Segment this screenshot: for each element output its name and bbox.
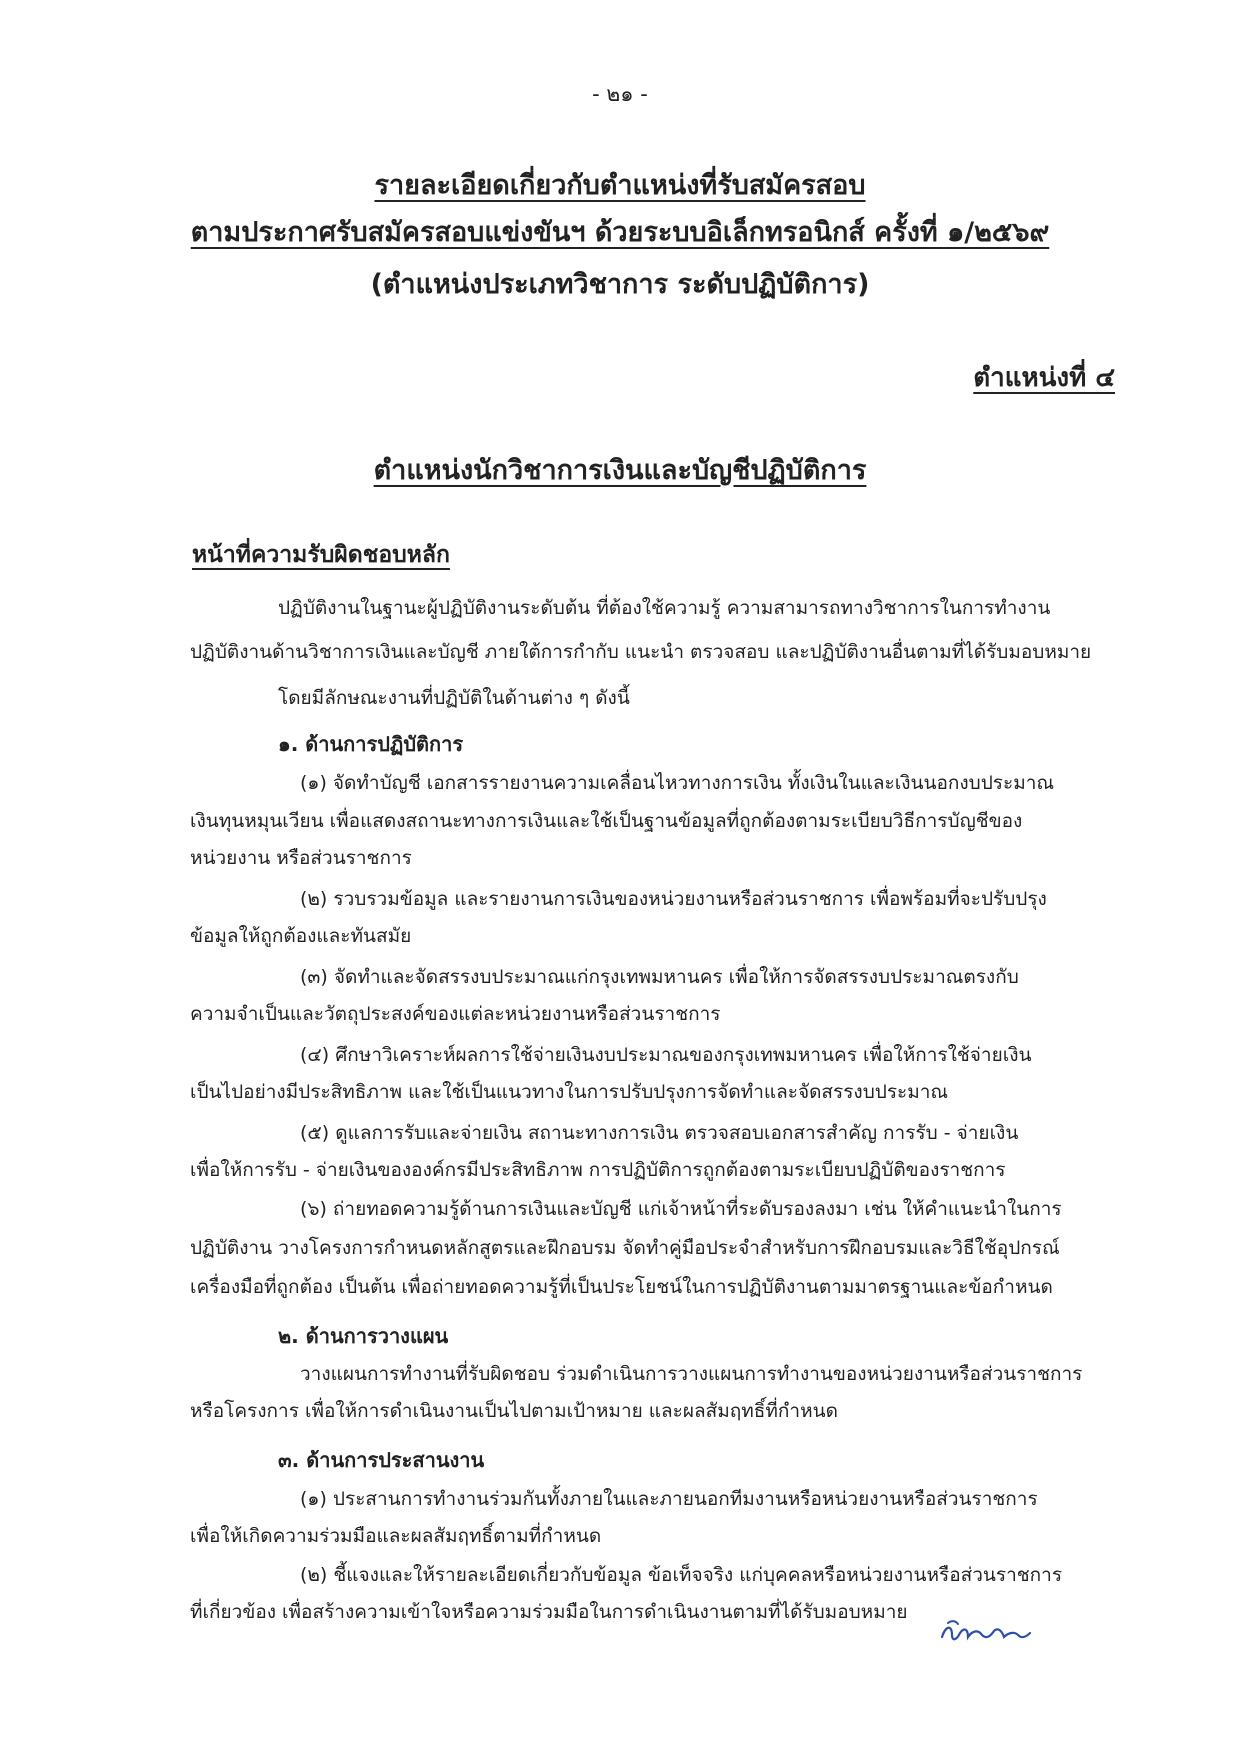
text-line: เพื่อให้การรับ - จ่ายเงินขององค์กรมีประสิทธิภาพ การปฏิบัติการถูกต้องตามระเบียบปฏิบัติของราชการ xyxy=(190,1159,1006,1181)
text-line: (๖) ถ่ายทอดความรู้ด้านการเงินและบัญชี แก่เจ้าหน้าที่ระดับรองลงมา เช่น ให้คำแนะนำในการ xyxy=(300,1198,1062,1220)
intro-line: ปฏิบัติงานด้านวิชาการเงินและบัญชี ภายใต้การกำกับ แนะนำ ตรวจสอบ และปฏิบัติงานอื่นตามที่ได้รับมอบหมาย xyxy=(190,641,1092,663)
text-line: เพื่อให้เกิดความร่วมมือและผลสัมฤทธิ์ตามที่กำหนด xyxy=(190,1525,602,1547)
intro-line: โดยมีลักษณะงานที่ปฏิบัติในด้านต่าง ๆ ดังนี้ xyxy=(278,687,630,709)
text-line: (๒) ชี้แจงและให้รายละเอียดเกี่ยวกับข้อมูล ข้อเท็จจริง แก่บุคคลหรือหน่วยงานหรือส่วนราชการ xyxy=(300,1564,1063,1586)
text-line: (๑) จัดทำบัญชี เอกสารรายงานความเคลื่อนไหวทางการเงิน ทั้งเงินในและเงินนอกงบประมาณ xyxy=(300,772,1055,794)
section-2-heading: ๒. ด้านการวางแผน xyxy=(278,1324,449,1348)
text-line: เป็นไปอย่างมีประสิทธิภาพ และใช้เป็นแนวทางในการปรับปรุงการจัดทำและจัดสรรงบประมาณ xyxy=(190,1081,949,1103)
position-number: ตำแหน่งที่ ๔ xyxy=(973,363,1115,393)
text-line: ความจำเป็นและวัตถุประสงค์ของแต่ละหน่วยงานหรือส่วนราชการ xyxy=(190,1003,721,1025)
text-line: เครื่องมือที่ถูกต้อง เป็นต้น เพื่อถ่ายทอดความรู้ที่เป็นประโยชน์ในการปฏิบัติงานตามมาตรฐานและข้อกำหนด xyxy=(190,1276,1053,1298)
signature-initials xyxy=(938,1615,1034,1647)
text-line: (๑) ประสานการทำงานร่วมกันทั้งภายในและภายนอกทีมงานหรือหน่วยงานหรือส่วนราชการ xyxy=(300,1488,1038,1510)
text-line: (๒) รวบรวมข้อมูล และรายงานการเงินของหน่วยงานหรือส่วนราชการ เพื่อพร้อมที่จะปรับปรุง xyxy=(300,888,1047,910)
text-line: (๔) ศึกษาวิเคราะห์ผลการใช้จ่ายเงินงบประมาณของกรุงเทพมหานคร เพื่อให้การใช้จ่ายเงิน xyxy=(300,1044,1032,1066)
page-number: - ๒๑ - xyxy=(592,82,648,106)
intro-line: ปฏิบัติงานในฐานะผู้ปฏิบัติงานระดับต้น ที่ต้องใช้ความรู้ ความสามารถทางวิชาการในการทำงาน xyxy=(278,597,1051,619)
text-line: วางแผนการทำงานที่รับผิดชอบ ร่วมดำเนินการวางแผนการทำงานของหน่วยงานหรือส่วนราชการ xyxy=(300,1363,1083,1385)
doc-title-line2: ตามประกาศรับสมัครสอบแข่งขันฯ ด้วยระบบอิเล็กทรอนิกส์ ครั้งที่ ๑/๒๕๖๙ xyxy=(190,217,1050,248)
text-line: หรือโครงการ เพื่อให้การดำเนินงานเป็นไปตามเป้าหมาย และผลสัมฤทธิ์ที่กำหนด xyxy=(190,1400,838,1422)
text-line: เงินทุนหมุนเวียน เพื่อแสดงสถานะทางการเงินและใช้เป็นฐานข้อมูลที่ถูกต้องตามระเบียบวิธีการบัญชีของ xyxy=(190,810,1023,832)
text-line: หน่วยงาน หรือส่วนราชการ xyxy=(190,847,412,869)
text-line: ข้อมูลให้ถูกต้องและทันสมัย xyxy=(190,925,412,947)
text-line: ที่เกี่ยวข้อง เพื่อสร้างความเข้าใจหรือความร่วมมือในการดำเนินงานตามที่ได้รับมอบหมาย xyxy=(190,1601,908,1623)
section-1-heading: ๑. ด้านการปฏิบัติการ xyxy=(278,732,464,756)
doc-title-line3: (ตำแหน่งประเภทวิชาการ ระดับปฏิบัติการ) xyxy=(370,269,870,300)
section-3-heading: ๓. ด้านการประสานงาน xyxy=(278,1448,485,1472)
section-heading: หน้าที่ความรับผิดชอบหลัก xyxy=(192,542,450,568)
text-line: (๕) ดูแลการรับและจ่ายเงิน สถานะทางการเงิน ตรวจสอบเอกสารสำคัญ การรับ - จ่ายเงิน xyxy=(300,1122,1019,1144)
position-name: ตำแหน่งนักวิชาการเงินและบัญชีปฏิบัติการ xyxy=(373,455,867,486)
text-line: (๓) จัดทำและจัดสรรงบประมาณแก่กรุงเทพมหานคร เพื่อให้การจัดสรรงบประมาณตรงกับ xyxy=(300,966,1019,988)
text-line: ปฏิบัติงาน วางโครงการกำหนดหลักสูตรและฝึกอบรม จัดทำคู่มือประจำสำหรับการฝึกอบรมและวิธีใช้อุปกรณ์ xyxy=(190,1237,1060,1259)
doc-title-line1: รายละเอียดเกี่ยวกับตำแหน่งที่รับสมัครสอบ xyxy=(374,170,866,201)
